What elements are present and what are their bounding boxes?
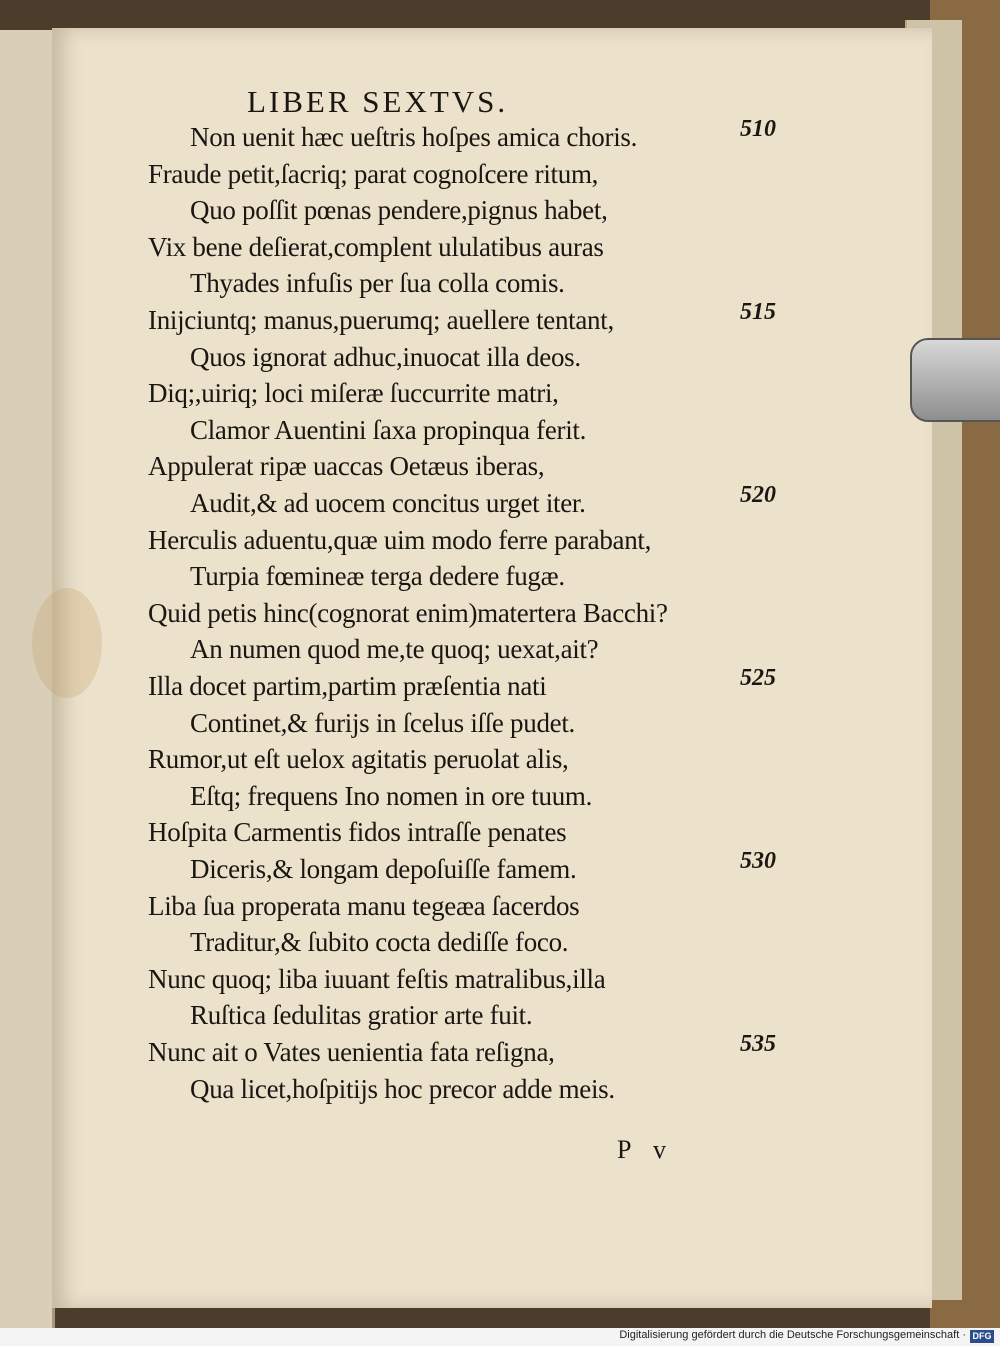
signature-mark: P v xyxy=(617,1135,674,1164)
verse-line: Clamor Auentini ſaxa propinqua ferit. xyxy=(190,414,587,445)
page-stain xyxy=(32,588,102,698)
verse-line: Qua licet,hoſpitijs hoc precor adde meis. xyxy=(190,1073,615,1104)
verse-line: Liba ſua properata manu tegeæa ſacerdos xyxy=(148,890,580,921)
verse-line: Turpia fœmineæ terga dedere fugæ. xyxy=(190,561,565,592)
verse-line: Nunc quoq; liba iuuant feſtis matralibus,illa xyxy=(148,963,606,994)
verse-line: Inijciuntq; manus,puerumq; auellere tentant, xyxy=(148,305,614,335)
running-header: LIBER SEXTVS. xyxy=(247,84,509,119)
verse-line: Nunc ait o Vates uenientia fata reſigna, xyxy=(148,1037,555,1067)
verse-line: Vix bene deſierat,complent ululatibus auras xyxy=(148,231,604,262)
verse-line: Traditur,& ſubito cocta dediſſe foco. xyxy=(190,927,569,958)
verse-line: Thyades infuſis per ſua colla comis. xyxy=(190,268,565,299)
verse-line: Non uenit hæc ueſtris hoſpes amica choris. xyxy=(190,122,638,152)
line-number: 520 xyxy=(740,482,776,508)
verse-line: Ruſtica ſedulitas gratior arte fuit. xyxy=(190,1000,533,1031)
verse-line: Diq;,uiriq; loci miſeræ ſuccurrite matri, xyxy=(148,378,559,409)
verse-line: Herculis aduentu,quæ uim modo ferre parabant, xyxy=(148,524,652,555)
verse-line: Audit,& ad uocem concitus urget iter. xyxy=(190,488,586,518)
verse-line: Diceris,& longam depoſuiſſe famem. xyxy=(190,854,577,884)
verse-line: Quo poſſit pœnas pendere,pignus habet, xyxy=(190,195,608,226)
verse-line: Fraude petit,ſacriq; parat cognoſcere ritum, xyxy=(148,158,599,189)
verse-line: Hoſpita Carmentis fidos intraſſe penates xyxy=(148,817,567,848)
verse-line: Appulerat ripæ uaccas Oetæus iberas, xyxy=(148,451,545,482)
footer-credit: Digitalisierung gefördert durch die Deutsche Forschungsgemeinschaft · xyxy=(619,1329,966,1341)
footer-bar xyxy=(0,1328,1000,1346)
line-number: 535 xyxy=(740,1031,776,1057)
verse-line: Rumor,ut eſt uelox agitatis peruolat alis, xyxy=(148,744,569,775)
line-number: 525 xyxy=(740,665,776,691)
verse-line: Quid petis hinc(cognorat enim)matertera Bacchi? xyxy=(148,597,668,628)
verse-line: Illa docet partim,partim præſentia nati xyxy=(148,671,547,701)
verse-line: An numen quod me,te quoq; uexat,ait? xyxy=(190,634,599,665)
verse-line: Continet,& furijs in ſcelus iſſe pudet. xyxy=(190,707,575,738)
dfg-logo: DFG xyxy=(970,1330,994,1343)
line-number: 510 xyxy=(740,116,776,142)
line-number: 515 xyxy=(740,299,776,325)
book-clip xyxy=(910,338,1000,422)
verse-line: Eſtq; frequens Ino nomen in ore tuum. xyxy=(190,780,593,811)
line-number: 530 xyxy=(740,848,776,874)
verse-line: Quos ignorat adhuc,inuocat illa deos. xyxy=(190,341,581,372)
